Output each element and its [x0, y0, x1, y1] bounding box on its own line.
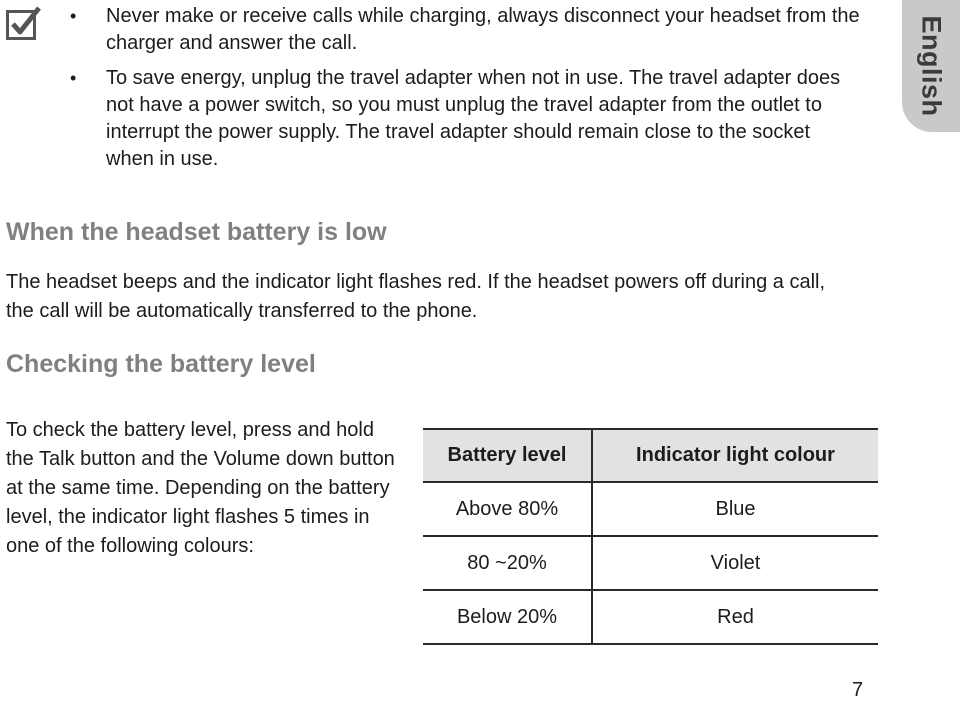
language-tab — [902, 0, 960, 132]
note-text: To save energy, unplug the travel adapter when not in use. The travel adapter does not have a power switch, so you must unplug the travel adapter from the outlet to interrupt the power supply. The travel adapter should remain close to the socket when in use. — [106, 67, 841, 170]
table-header-row — [423, 429, 878, 482]
section-heading-check-battery: Checking the battery level — [6, 350, 316, 378]
table-row — [423, 536, 878, 590]
cell-battery-level: Below 20% — [423, 590, 592, 644]
page-number: 7 — [852, 679, 864, 701]
header-battery-level: Battery level — [423, 429, 592, 482]
cell-indicator-colour: Violet — [592, 536, 878, 590]
section-heading-low-battery: When the headset battery is low — [6, 218, 387, 246]
note-item — [62, 3, 862, 57]
section-body-low-battery: The headset beeps and the indicator light flashes red. If the headset powers off during a call, the call will be automatically transferred to the phone. — [6, 271, 826, 322]
table-row — [423, 482, 878, 536]
note-text: Never make or receive calls while charging, always disconnect your headset from the charger and answer the call. — [106, 5, 860, 54]
bullet: • — [70, 6, 77, 26]
cell-indicator-colour: Red — [592, 590, 878, 644]
battery-level-table — [423, 428, 878, 645]
cell-battery-level: 80 ~20% — [423, 536, 592, 590]
header-indicator-colour: Indicator light colour — [592, 429, 878, 482]
note-item — [62, 65, 862, 173]
cell-indicator-colour: Blue — [592, 482, 878, 536]
table-row — [423, 590, 878, 644]
language-tab-label: English — [916, 15, 947, 117]
checkbox-check-icon — [6, 6, 42, 40]
cell-battery-level: Above 80% — [423, 482, 592, 536]
notes-list — [62, 3, 862, 181]
section-body-check-battery: To check the battery level, press and hold the Talk button and the Volume down button at the same time. Depending on the battery level, the indicator light flashes 5 times in one of the following colours: — [6, 419, 395, 557]
bullet: • — [70, 68, 77, 88]
